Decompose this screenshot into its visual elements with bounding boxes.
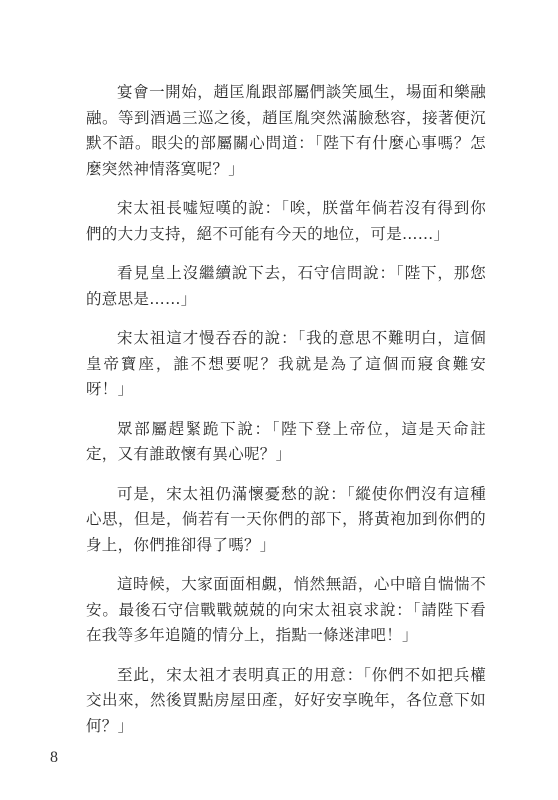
paragraph: 宴會一開始，趙匡胤跟部屬們談笑風生，場面和樂融融。等到酒過三巡之後，趙匡胤突然滿臉愁容，接著便沉默不語。眼尖的部屬關心問道：「陛下有什麼心事嗎？怎麼突然神情落寞呢？」 [86, 83, 486, 178]
paragraph: 宋太祖長噓短嘆的說：「唉，朕當年倘若沒有得到你們的大力支持，絕不可能有今天的地位，可是……」 [86, 199, 486, 243]
paragraph: 眾部屬趕緊跪下說：「陛下登上帝位，這是天命註定，又有誰敢懷有異心呢？」 [86, 419, 486, 463]
paragraph: 這時候，大家面面相覷，悄然無語，心中暗自惴惴不安。最後石守信戰戰兢兢的向宋太祖哀求說：「請陛下看在我等多年追隨的情分上，指點一條迷津吧！」 [86, 575, 486, 644]
paragraph: 至此，宋太祖才表明真正的用意：「你們不如把兵權交出來，然後買點房屋田產，好好安享晚年，各位意下如何？」 [86, 665, 486, 735]
page-number: 8 [50, 749, 58, 766]
paragraph: 宋太祖這才慢吞吞的說：「我的意思不難明白，這個皇帝寶座，誰不想要呢？我就是為了這個而寢食難安呀！」 [86, 329, 486, 398]
body-text [86, 80, 486, 753]
paragraph: 看見皇上沒繼續說下去，石守信問說：「陛下，那您的意思是……」 [86, 264, 486, 308]
paragraph: 可是，宋太祖仍滿懷憂愁的說：「縱使你們沒有這種心思，但是，倘若有一天你們的部下，將黃袍加到你們的身上，你們推卻得了嗎？」 [86, 484, 486, 554]
